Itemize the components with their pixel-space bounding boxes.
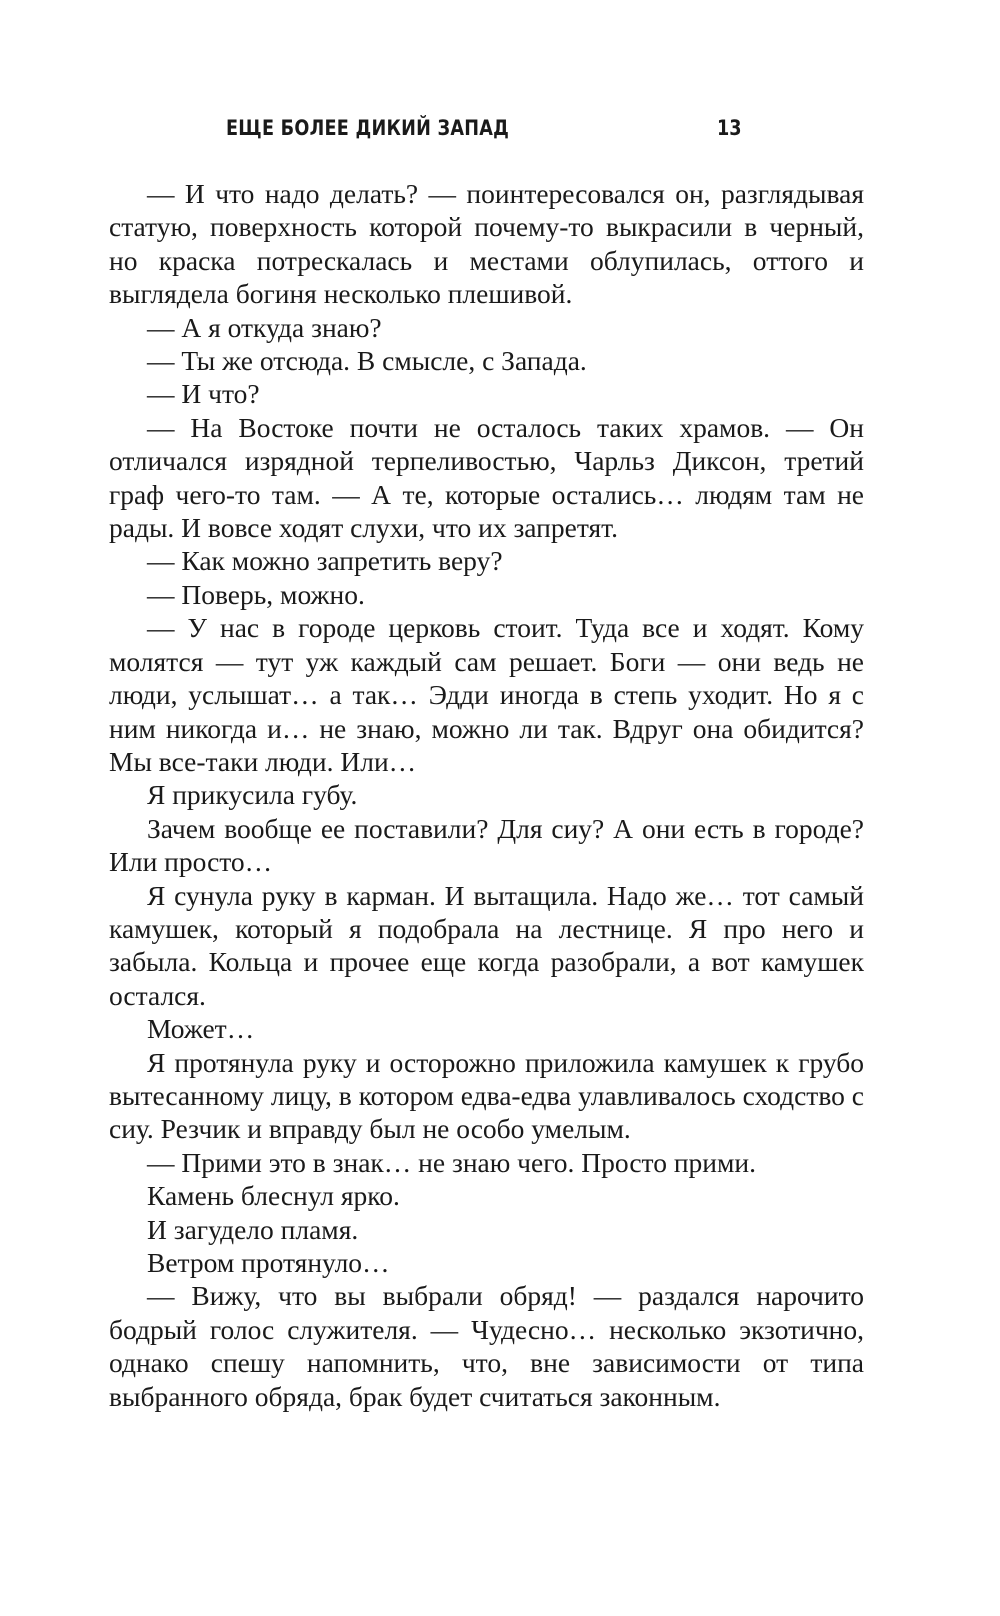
paragraph: Я протянула руку и осторожно приложила камушек к грубо вытесанному лицу, в котором едва-едва улавливалось сходство с сиу. Резчик и вправду был не особо умелым. [109,1046,864,1145]
paragraph: Я сунула руку в карман. И вытащила. Надо же… тот самый камушек, который я подобрала на лестнице. Я про него и забыла. Кольца и прочее еще когда разобрали, а вот камушек остался. [109,879,864,1011]
paragraph: — На Востоке почти не осталось таких храмов. — Он отличался изрядной терпеливостью, Чарльз Диксон, третий граф чего-то там. — А те, которые остались… людям там не рады. И вовсе ходят слухи, что их запретят. [109,411,864,544]
paragraph: — Прими это в знак… не знаю чего. Просто прими. [147,1146,757,1178]
paragraph: И загудело пламя. [147,1213,359,1245]
paragraph: — Ты же отсюда. В смысле, с Запада. [147,345,587,377]
paragraph: — У нас в городе церковь стоит. Туда все и ходят. Кому молятся — тут уж каждый сам решает. Боги — они ведь не люди, услышат… а так… Эдди иногда в степь уходит. Но я с ним никогда и… не знаю, можно ли так. Вдруг она обидится? Мы все-таки люди. Или… [109,612,864,777]
page-number: 13 [717,116,742,140]
paragraph: Камень блеснул ярко. [147,1180,400,1212]
paragraph: Ветром протянуло… [147,1247,390,1278]
paragraph: Я прикусила губу. [147,779,358,811]
paragraph: — Поверь, можно. [147,578,365,610]
paragraph: — А я откуда знаю? [147,311,382,343]
running-head-title: ЕЩЕ БОЛЕЕ ДИКИЙ ЗАПАД [226,116,510,140]
paragraph: — Как можно запретить веру? [147,545,503,577]
paragraph: Зачем вообще ее поставили? Для сиу? А они есть в городе? Или просто… [109,812,864,878]
paragraph: — Вижу, что вы выбрали обряд! — раздался нарочито бодрый голос служителя. — Чудесно… несколько экзотично, однако спешу напомнить, что, вне зависимости от типа выбранного обряда, брак будет считаться законным. [109,1280,864,1412]
paragraph: — И что? [147,378,260,410]
body-text [109,177,864,1413]
paragraph: Может… [147,1013,255,1045]
paragraph: — И что надо делать? — поинтересовался он, разглядывая статую, поверхность которой почему-то выкрасили в черный, но краска потрескалась и местами облупилась, оттого и выглядела богиня несколько плешивой. [109,178,864,310]
